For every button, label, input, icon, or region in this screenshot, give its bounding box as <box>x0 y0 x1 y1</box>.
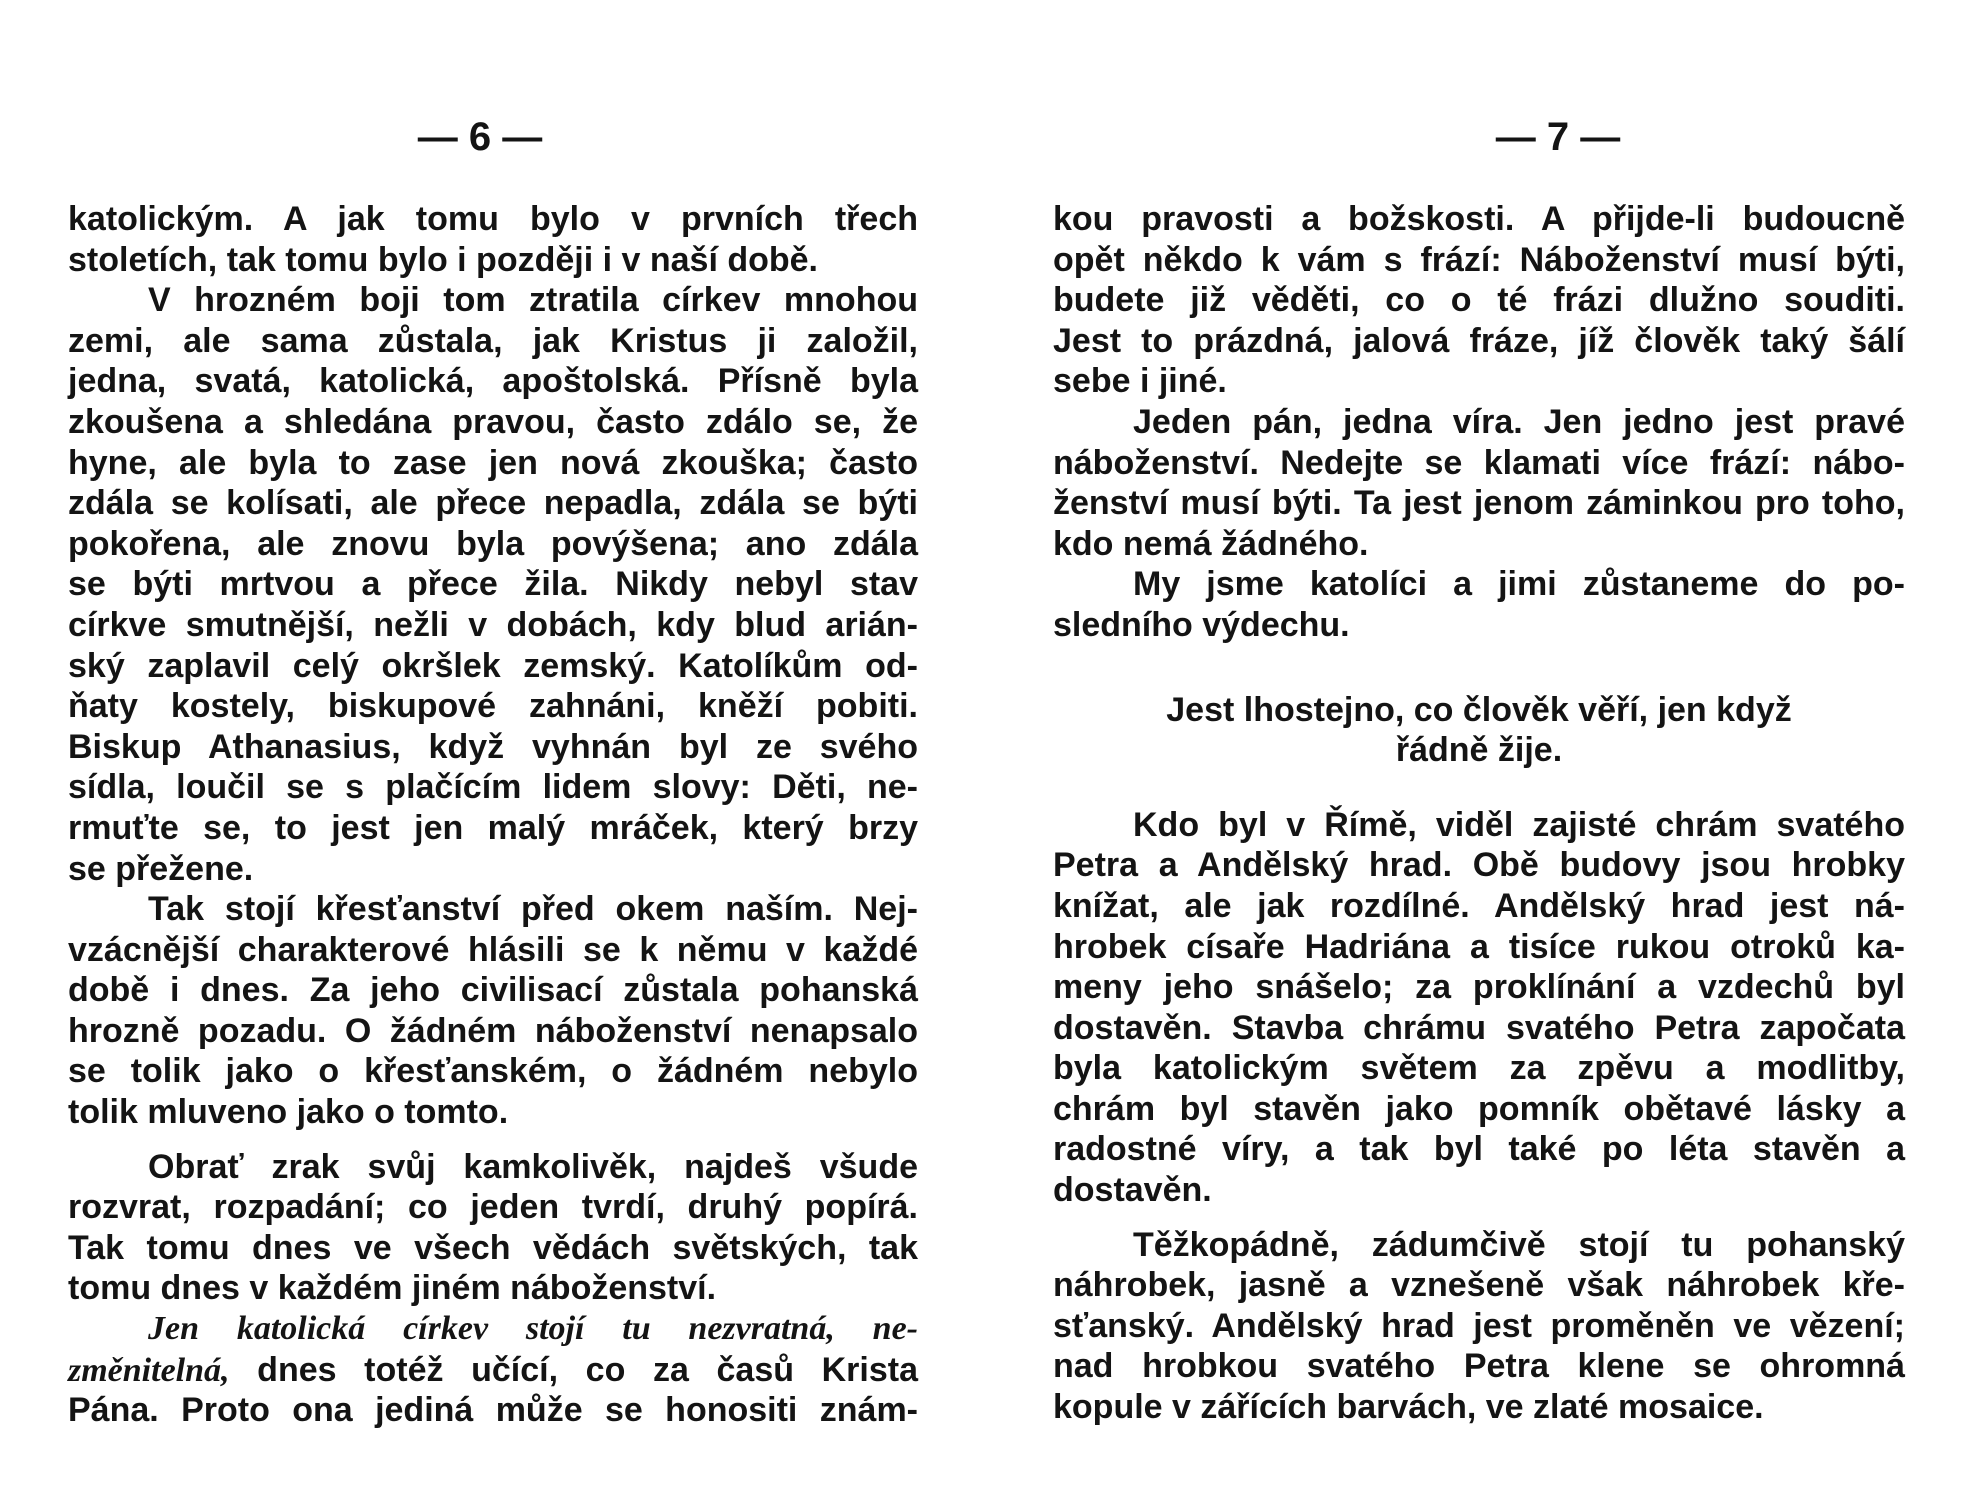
text-line: rmuťte se, to jest jen malý mráček, který brzy <box>68 808 918 847</box>
text-line: chrám byl stavěn jako pomník obětavé lásky a <box>1053 1089 1905 1128</box>
text-line: se přežene. <box>68 849 254 888</box>
text-line: ženství musí býti. Ta jest jenom záminkou pro toho, <box>1053 484 1905 523</box>
section-heading-line: řádně žije. <box>1395 731 1563 770</box>
text-line: církve smutnější, nežli v dobách, kdy blud arián- <box>68 605 918 644</box>
text-line: Petra a Andělský hrad. Obě budovy jsou hrobky <box>1053 846 1905 885</box>
text-phrase: Proto ona jediná může se honositi znám- <box>181 1391 918 1430</box>
text-line: době i dnes. Za jeho civilisací zůstala pohanská <box>68 971 918 1010</box>
text-line: kdo nemá žádného. <box>1053 524 1369 563</box>
text-phrase: dnes totéž učící, co za časů Krista <box>257 1350 918 1389</box>
text-line: Tak stojí křesťanství před okem naším. Nej- <box>148 890 918 929</box>
right-page <box>988 0 1976 1500</box>
text-line: jedna, svatá, katolická, apoštolská. Přísně byla <box>68 362 918 401</box>
text-line: V hrozném boji tom ztratila církev mnohou <box>148 281 918 320</box>
italic-phrase: změnitelná, <box>68 1351 230 1389</box>
text-line: Obrať zrak svůj kamkolivěk, najdeš všude <box>148 1147 918 1186</box>
text-line: Biskup Athanasius, když vyhnán byl ze svého <box>68 727 918 766</box>
text-line: Kdo byl v Římě, viděl zajisté chrám svatého <box>1133 805 1905 844</box>
text-line: stoletích, tak tomu bylo i později i v naší době. <box>68 240 818 279</box>
text-line: zkoušena a shledána pravou, často zdálo se, že <box>68 402 918 441</box>
text-line: nad hrobkou svatého Petra klene se ohromná <box>1053 1347 1905 1386</box>
page-number: — 6 — <box>417 115 543 159</box>
text-line: Jest to prázdná, jalová fráze, jíž člověk taký šálí <box>1053 321 1905 360</box>
page-number: — 7 — <box>1495 115 1621 159</box>
text-line: kopule v zářících barvách, ve zlaté mosaice. <box>1053 1388 1764 1427</box>
text-line: zdála se kolísati, ale přece nepadla, zdála se býti <box>68 484 918 523</box>
text-line <box>68 1390 918 1431</box>
text-line: hrobek císaře Hadriána a tisíce rukou otroků ka- <box>1053 927 1905 966</box>
text-line: hyne, ale byla to zase jen nová zkouška; často <box>68 443 918 482</box>
text-line: budete již věděti, co o té frázi dlužno souditi. <box>1053 281 1905 320</box>
text-line: hrozně pozadu. O žádném náboženství nenapsalo <box>68 1011 918 1050</box>
text-line: byla katolickým světem za zpěvu a modlitby, <box>1053 1049 1905 1088</box>
text-line: Jeden pán, jedna víra. Jen jedno jest pravé <box>1133 402 1905 441</box>
section-heading-line: Jest lhostejno, co člověk věří, jen když <box>1166 690 1792 729</box>
text-line: kou pravosti a božskosti. A přijde-li budoucně <box>1053 200 1905 238</box>
text-line: dostavěn. <box>1053 1171 1212 1210</box>
text-line: meny jeho snášelo; za proklínání a vzdechů byl <box>1053 968 1905 1007</box>
text-line <box>68 1350 918 1391</box>
text-line: dostavěn. Stavba chrámu svatého Petra započata <box>1053 1008 1905 1047</box>
text-line: radostné víry, a tak byl také po léta stavěn a <box>1053 1130 1905 1169</box>
text-line: opět někdo k vám s frází: Náboženství musí býti, <box>1053 240 1905 279</box>
text-line: tolik mluveno jako o tomto. <box>68 1093 509 1132</box>
text-line: My jsme katolíci a jimi zůstaneme do po- <box>1133 565 1905 604</box>
text-line: Těžkopádně, zádumčivě stojí tu pohanský <box>1133 1225 1905 1264</box>
text-line: Tak tomu dnes ve všech vědách světských, tak <box>68 1228 918 1267</box>
italic-line: Jen katolická církev stojí tu nezvratná, ne- <box>148 1310 918 1348</box>
text-line: se býti mrtvou a přece žila. Nikdy nebyl stav <box>68 565 918 604</box>
text-line: tomu dnes v každém jiném náboženství. <box>68 1269 717 1308</box>
text-phrase: Pána. <box>68 1391 159 1430</box>
text-line: náboženství. Nedejte se klamati více frází: nábo- <box>1053 443 1905 482</box>
text-line: sebe i jiné. <box>1053 362 1227 401</box>
text-line: vzácnější charakterové hlásili se k němu v každé <box>68 930 918 969</box>
text-line: katolickým. A jak tomu bylo v prvních třech <box>68 200 918 238</box>
text-line: ňaty kostely, biskupové zahnáni, kněží pobiti. <box>68 687 918 726</box>
text-body <box>68 199 918 1431</box>
text-line: se tolik jako o křesťanském, o žádném nebylo <box>68 1052 918 1091</box>
text-line: sídla, loučil se s plačícím lidem slovy: Děti, ne- <box>68 768 918 807</box>
text-line: sledního výdechu. <box>1053 605 1350 644</box>
text-line: sťanský. Andělský hrad jest proměněn ve vězení; <box>1053 1306 1905 1345</box>
text-line: ský zaplavil celý okršlek zemský. Katolíkům od- <box>68 646 918 685</box>
text-line: zemi, ale sama zůstala, jak Kristus ji založil, <box>68 321 918 360</box>
text-line: rozvrat, rozpadání; co jeden tvrdí, druhý popírá. <box>68 1188 918 1227</box>
text-line: pokořena, ale znovu byla povýšena; ano zdála <box>68 524 918 563</box>
text-line: náhrobek, jasně a vznešeně však náhrobek kře- <box>1053 1266 1905 1305</box>
text-line: knížat, ale jak rozdílné. Andělský hrad jest ná- <box>1053 886 1905 925</box>
text-body <box>1053 199 1905 1428</box>
